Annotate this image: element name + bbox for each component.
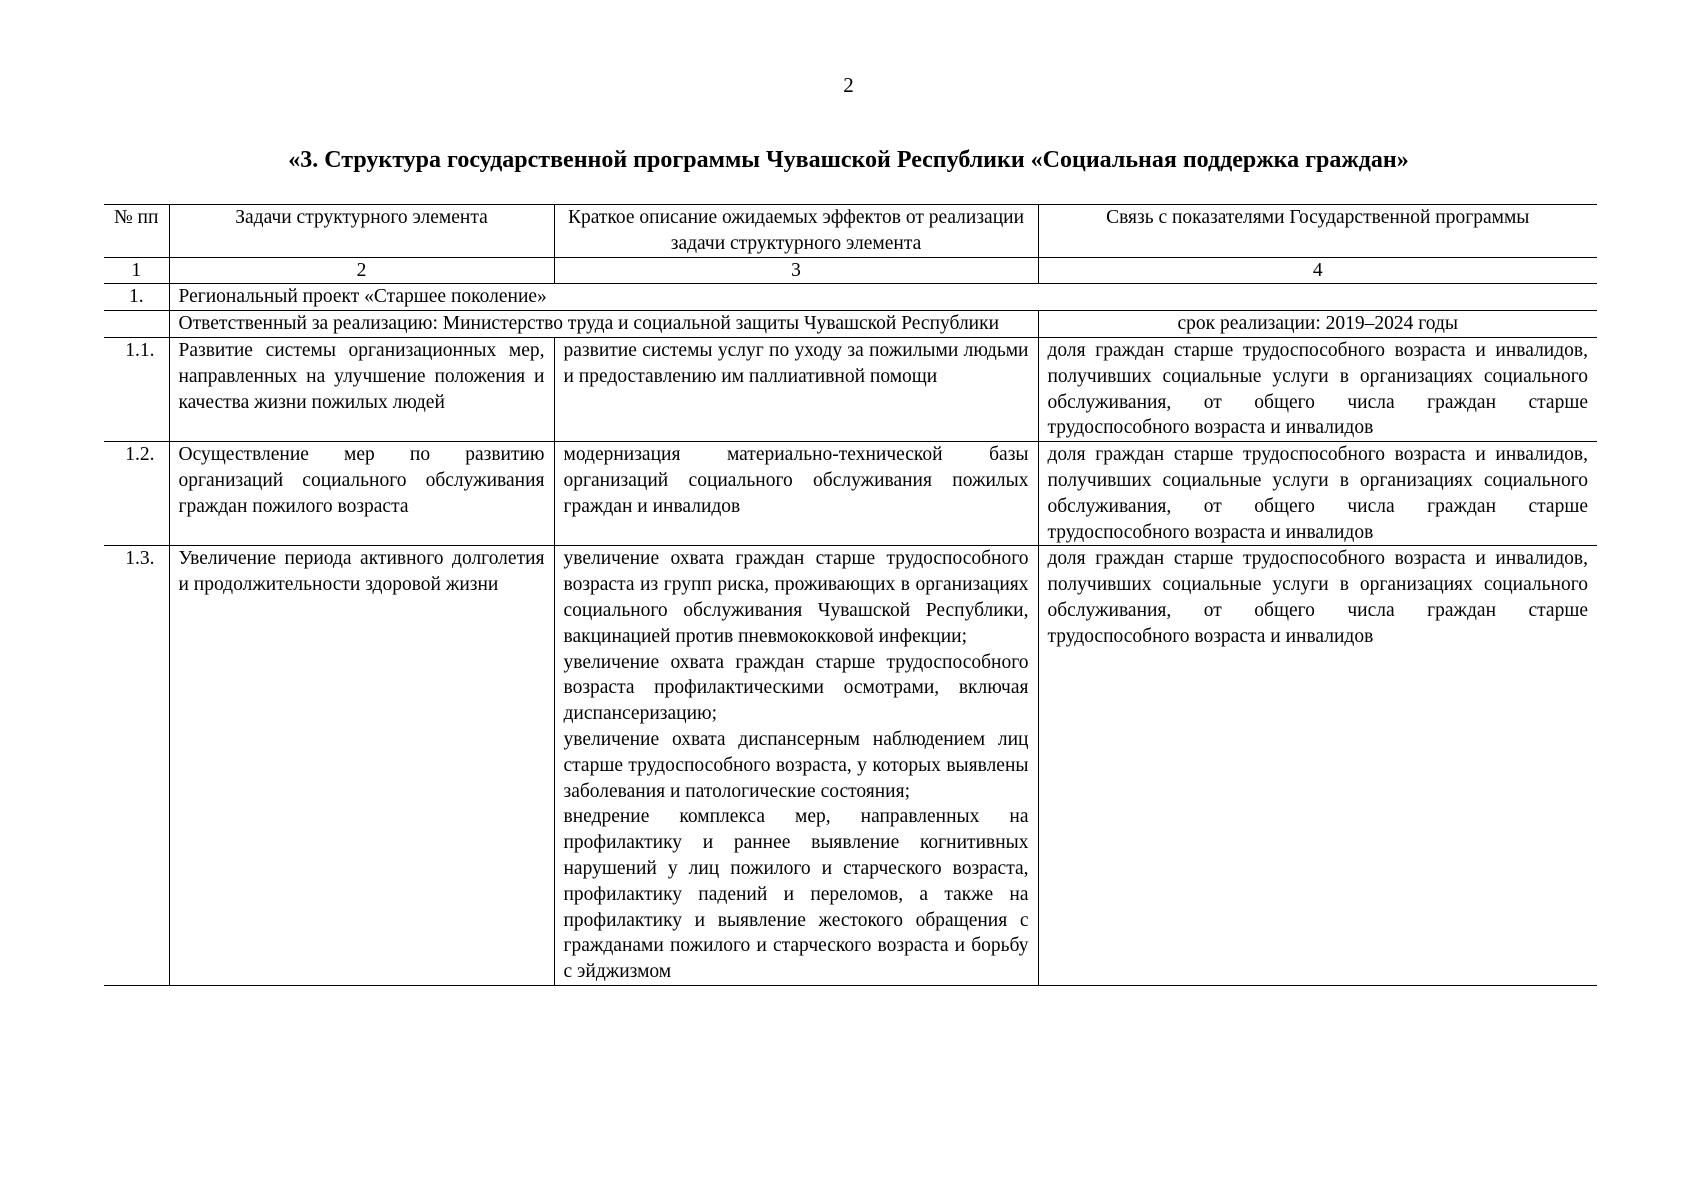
table-row <box>104 442 1597 546</box>
section-title: Региональный проект «Старшее поколение» <box>169 284 1597 311</box>
row-task: Развитие системы организационных мер, направленных на улучшение положения и качества жизни пожилых людей <box>169 337 554 441</box>
header-indicator: Связь с показателями Государственной программы <box>1038 205 1597 258</box>
empty-cell <box>104 311 169 338</box>
row-task: Увеличение периода активного долголетия и продолжительности здоровой жизни <box>169 546 554 986</box>
table-row <box>104 337 1597 441</box>
column-number-row <box>104 257 1597 284</box>
effect-item: внедрение комплекса мер, направленных на профилактику и раннее выявление когнитивных нарушений у лиц пожилого и старческого возраста, профилактику падений и переломов, а также на профилактику и выявление жестокого обращения с гражданами пожилого и старческого возраста и борьбу с эйджизмом <box>563 806 1029 983</box>
document-title: «3. Структура государственной программы Чувашской Республики «Социальная поддержка граждан» <box>288 147 1409 173</box>
row-indicator: доля граждан старше трудоспособного возраста и инвалидов, получивших социальные услуги в организациях социального обслуживания, от общего числа граждан старше трудоспособного возраста и инвалидов <box>1038 442 1597 546</box>
column-number: 2 <box>169 257 554 284</box>
column-number: 4 <box>1038 257 1597 284</box>
row-number: 1.3. <box>104 546 169 986</box>
page-number: 2 <box>843 73 854 97</box>
header-task: Задачи структурного элемента <box>169 205 554 258</box>
header-effects: Краткое описание ожидаемых эффектов от реализации задачи структурного элемента <box>554 205 1038 258</box>
row-indicator: доля граждан старше трудоспособного возраста и инвалидов, получивших социальные услуги в организациях социального обслуживания, от общего числа граждан старше трудоспособного возраста и инвалидов <box>1038 546 1597 986</box>
row-effects <box>554 337 1038 441</box>
column-number: 1 <box>104 257 169 284</box>
section-number: 1. <box>104 284 169 311</box>
row-effects <box>554 546 1038 986</box>
column-number: 3 <box>554 257 1038 284</box>
effect-item: модернизация материально-технической базы организаций социального обслуживания пожилых граждан и инвалидов <box>563 444 1029 517</box>
section-period: срок реализации: 2019–2024 годы <box>1038 311 1597 338</box>
header-number: № пп <box>104 205 169 258</box>
effect-item: увеличение охвата диспансерным наблюдением лиц старше трудоспособного возраста, у которых выявлены заболевания и патологические состояния; <box>563 728 1029 802</box>
row-effects <box>554 442 1038 546</box>
effect-item: развитие системы услуг по уходу за пожилыми людьми и предоставлению им паллиативной помощи <box>563 339 1029 387</box>
section-responsible-row <box>104 311 1597 338</box>
section-title-row <box>104 284 1597 311</box>
table-header-row <box>104 205 1597 258</box>
structure-table <box>104 204 1597 986</box>
effect-item: увеличение охвата граждан старше трудоспособного возраста из групп риска, проживающих в организациях социального обслуживания Чувашской Республики, вакцинацией против пневмококковой инфекции; <box>563 548 1029 647</box>
row-number: 1.2. <box>104 442 169 546</box>
row-number: 1.1. <box>104 337 169 441</box>
row-indicator: доля граждан старше трудоспособного возраста и инвалидов, получивших социальные услуги в организациях социального обслуживания, от общего числа граждан старше трудоспособного возраста и инвалидов <box>1038 337 1597 441</box>
effect-item: увеличение охвата граждан старше трудоспособного возраста профилактическими осмотрами, включая диспансеризацию; <box>563 651 1029 725</box>
table-row <box>104 546 1597 986</box>
section-responsible: Ответственный за реализацию: Министерство труда и социальной защиты Чувашской Республики <box>169 311 1038 338</box>
row-task: Осуществление мер по развитию организаций социального обслуживания граждан пожилого возраста <box>169 442 554 546</box>
